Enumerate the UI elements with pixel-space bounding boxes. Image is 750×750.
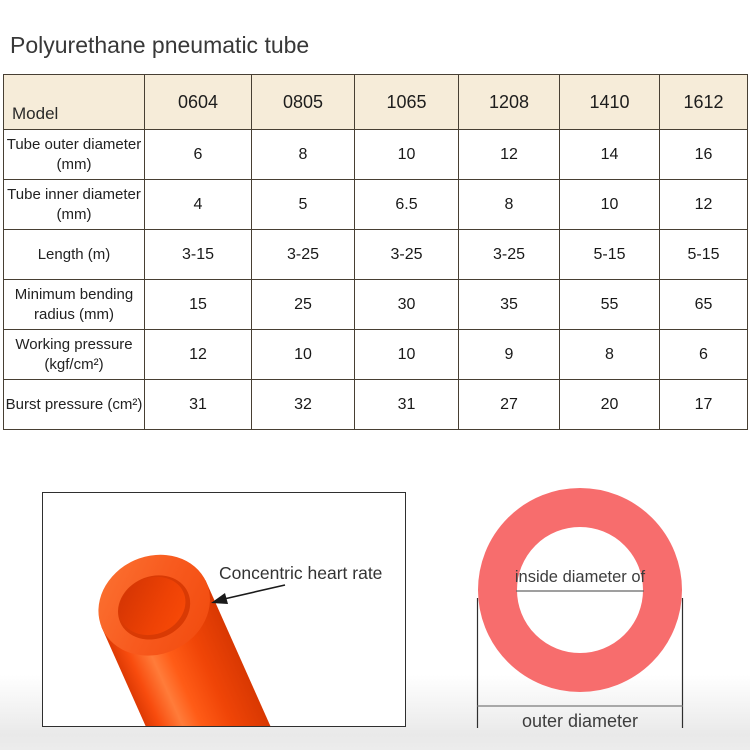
spec-value-cell: 14 xyxy=(560,130,660,180)
spec-value-cell: 10 xyxy=(355,330,459,380)
spec-value-cell: 32 xyxy=(252,380,355,430)
spec-value-cell: 4 xyxy=(145,180,252,230)
spec-table-body xyxy=(4,130,748,430)
spec-value-cell: 10 xyxy=(252,330,355,380)
spec-row xyxy=(4,380,748,430)
cross-section-figure xyxy=(440,468,740,750)
spec-value-cell: 17 xyxy=(660,380,748,430)
spec-value-cell: 30 xyxy=(355,280,459,330)
spec-value-cell: 20 xyxy=(560,380,660,430)
spec-value-cell: 35 xyxy=(459,280,560,330)
model-header-0805: 0805 xyxy=(252,75,355,130)
spec-value-cell: 12 xyxy=(459,130,560,180)
spec-row-label: Minimum bending radius (mm) xyxy=(4,280,145,330)
inside-diameter-label: inside diameter of xyxy=(514,568,646,586)
spec-row xyxy=(4,280,748,330)
spec-value-cell: 3-25 xyxy=(252,230,355,280)
spec-value-cell: 3-15 xyxy=(145,230,252,280)
model-header-1065: 1065 xyxy=(355,75,459,130)
spec-row-label: Tube outer diameter (mm) xyxy=(4,130,145,180)
spec-value-cell: 5 xyxy=(252,180,355,230)
spec-value-cell: 15 xyxy=(145,280,252,330)
spec-value-cell: 31 xyxy=(145,380,252,430)
model-corner-cell xyxy=(4,75,145,130)
spec-value-cell: 12 xyxy=(145,330,252,380)
spec-value-cell: 9 xyxy=(459,330,560,380)
model-header-1208: 1208 xyxy=(459,75,560,130)
spec-value-cell: 5-15 xyxy=(660,230,748,280)
spec-row-label: Tube inner diameter (mm) xyxy=(4,180,145,230)
model-corner-label: Model xyxy=(12,104,59,123)
spec-value-cell: 8 xyxy=(459,180,560,230)
spec-value-cell: 31 xyxy=(355,380,459,430)
model-header-0604: 0604 xyxy=(145,75,252,130)
model-header-1612: 1612 xyxy=(660,75,748,130)
cross-section-diagram xyxy=(440,468,740,750)
spec-value-cell: 6.5 xyxy=(355,180,459,230)
spec-row-label: Working pressure (kgf/cm²) xyxy=(4,330,145,380)
spec-row xyxy=(4,130,748,180)
spec-value-cell: 3-25 xyxy=(459,230,560,280)
spec-value-cell: 6 xyxy=(660,330,748,380)
spec-row xyxy=(4,330,748,380)
spec-value-cell: 55 xyxy=(560,280,660,330)
annotation-arrow-icon xyxy=(211,585,285,604)
spec-value-cell: 27 xyxy=(459,380,560,430)
model-header-1410: 1410 xyxy=(560,75,660,130)
outer-diameter-label: outer diameter xyxy=(521,711,639,731)
tube-photo-figure xyxy=(42,492,406,727)
page-title: Polyurethane pneumatic tube xyxy=(10,32,310,58)
spec-value-cell: 10 xyxy=(355,130,459,180)
spec-table xyxy=(3,74,748,430)
spec-row xyxy=(4,230,748,280)
spec-row xyxy=(4,180,748,230)
tube-ring-shape xyxy=(498,508,663,673)
concentric-annotation-label: Concentric heart rate xyxy=(219,563,383,583)
spec-row-label: Length (m) xyxy=(4,230,145,280)
tube-photo-illustration xyxy=(43,493,405,726)
spec-value-cell: 16 xyxy=(660,130,748,180)
spec-value-cell: 10 xyxy=(560,180,660,230)
spec-value-cell: 8 xyxy=(252,130,355,180)
spec-value-cell: 6 xyxy=(145,130,252,180)
spec-row-label: Burst pressure (cm²) xyxy=(4,380,145,430)
spec-table-header-row xyxy=(4,75,748,130)
spec-value-cell: 12 xyxy=(660,180,748,230)
spec-value-cell: 25 xyxy=(252,280,355,330)
spec-value-cell: 3-25 xyxy=(355,230,459,280)
spec-value-cell: 8 xyxy=(560,330,660,380)
spec-value-cell: 65 xyxy=(660,280,748,330)
spec-value-cell: 5-15 xyxy=(560,230,660,280)
